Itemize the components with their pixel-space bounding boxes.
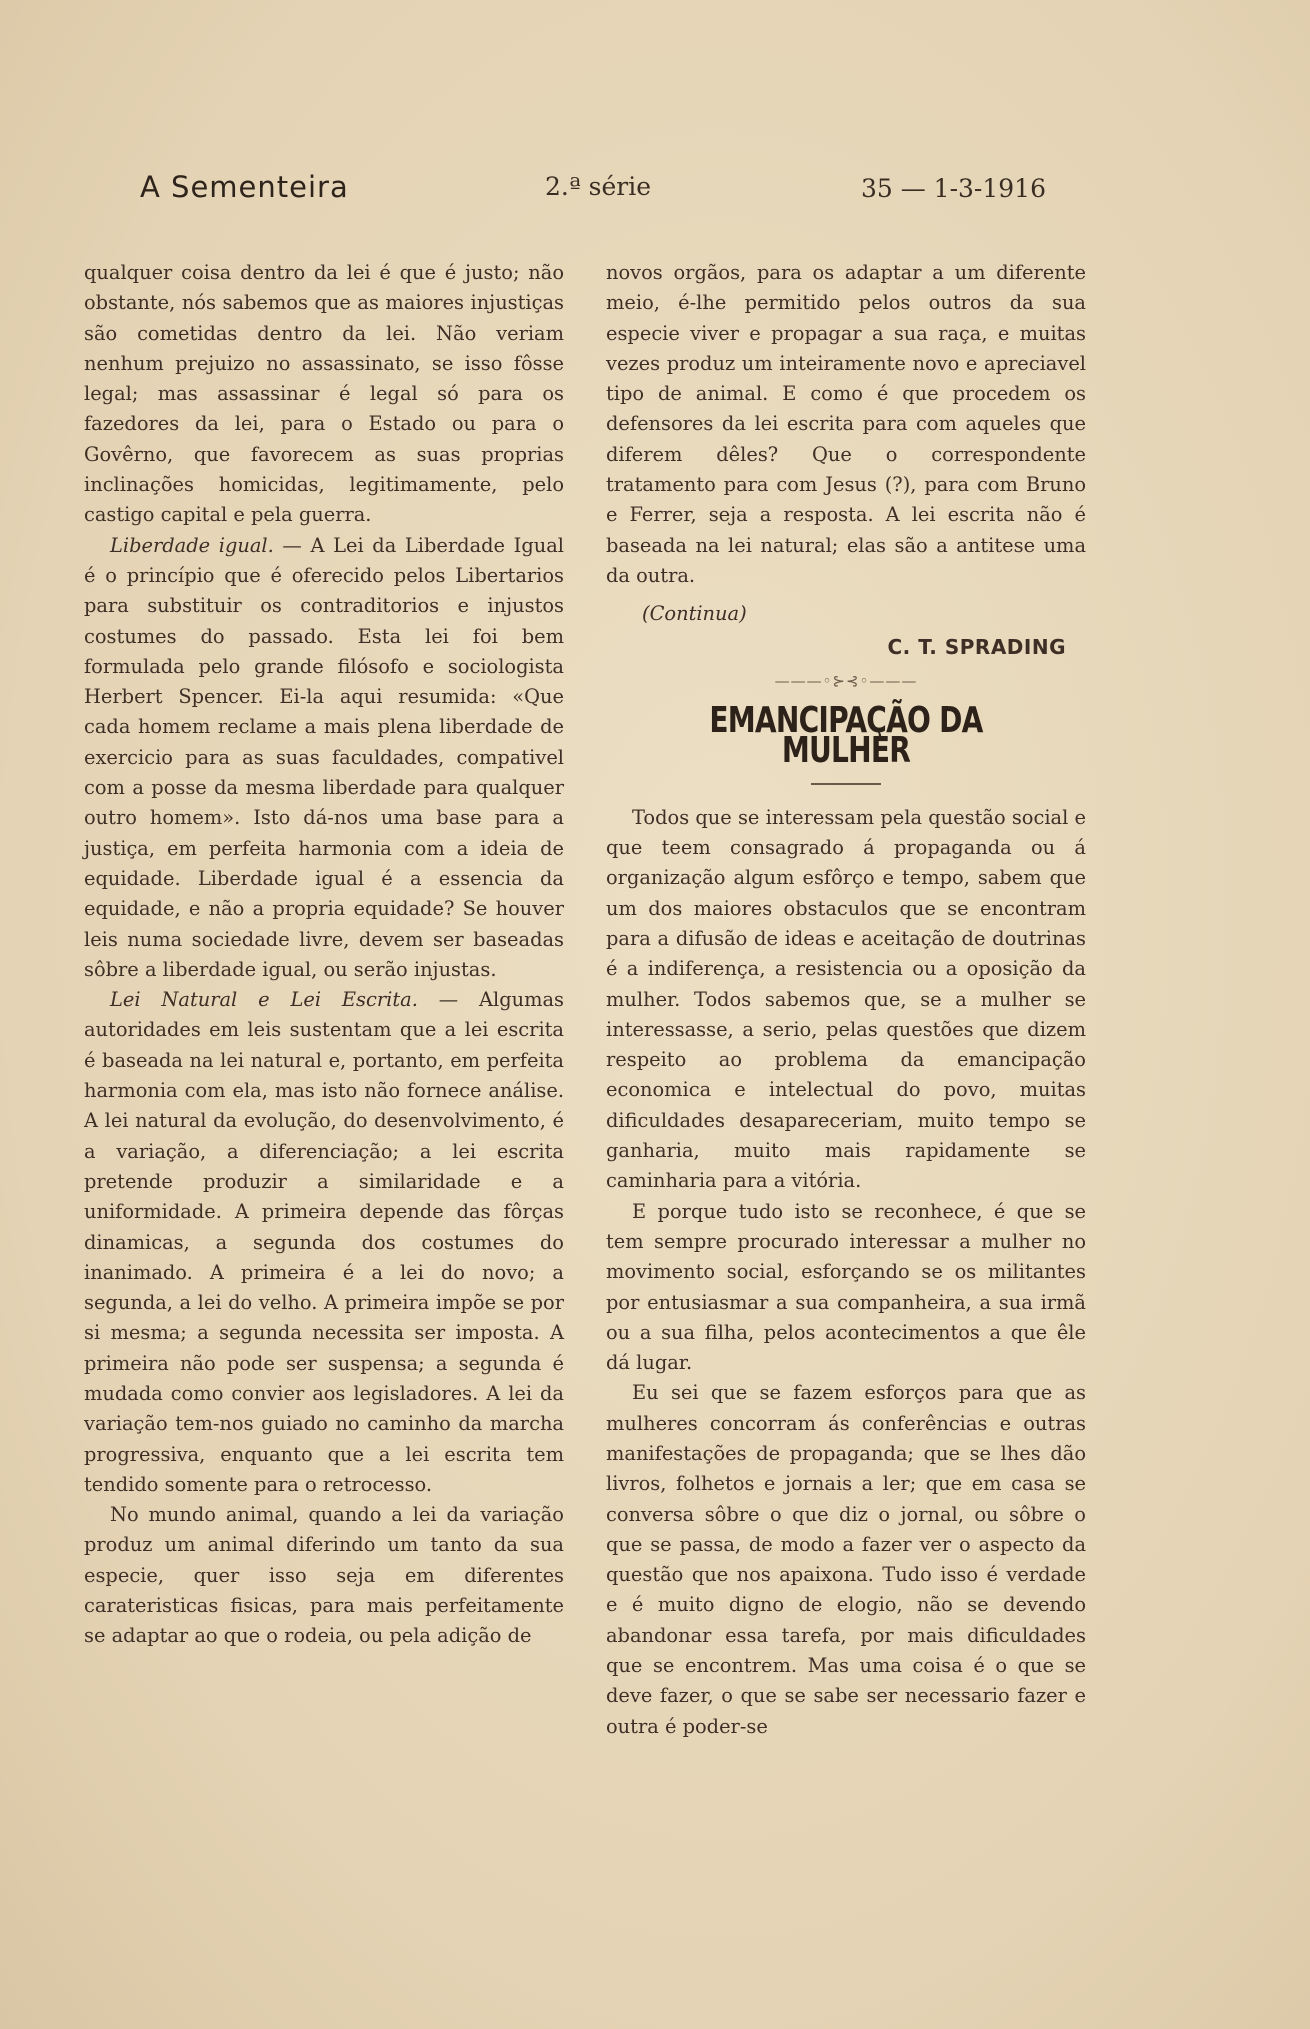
author-signature: C. T. SPRADING	[887, 634, 1066, 659]
paragraph: qualquer coisa dentro da lei é que é justo; não obstante, nós sabemos que as maiores injustiças são cometidas dentro da lei. Não veriam nenhum prejuizo no assassinato, se isso fôsse legal; mas assassinar é legal só para os fazedores da lei, para o Estado ou para o Govêrno, que favorecem as suas proprias inclinações homicidas, legitimamente, pelo castigo capital e pela guerra.	[84, 261, 564, 527]
right-column	[606, 258, 1086, 1742]
paragraph-text: — A Lei da Liberdade Igual é o princípio que é oferecido pelos Libertarios para substituir os contraditorios e injustos costumes do passado. Esta lei foi bem formulada pelo grande filósofo e sociologista Herbert Spencer. Ei-la aqui resumida: «Que cada homem reclame a mais plena liberdade de exercicio para as suas faculdades, compativel com a posse da mesma liberdade para qualquer outro homem». Isto dá-nos uma base para a justiça, em perfeita harmonia com a ideia de equidade. Liberdade igual é a essencia da equidade, e não a propria equidade? Se houver leis numa sociedade livre, devem ser baseadas sôbre a liberdade igual, ou serão injustas.	[84, 533, 564, 981]
ornamental-divider: ———◦⊱⊰◦———	[774, 671, 918, 690]
paragraph: E porque tudo isto se reconhece, é que se tem sempre procurado interessar a mulher no movimento social, esforçando se os militantes por entusiasmar a sua companheira, a sua irmã ou a sua filha, pelos acontecimentos a que êle dá lugar.	[606, 1199, 1086, 1375]
paragraph: No mundo animal, quando a lei da variação produz um animal diferindo um tanto da sua especie, quer isso seja em diferentes carateristicas fisicas, para mais perfeitamente se adaptar ao que o rodeia, ou pela adição de	[84, 1503, 564, 1648]
series-label: 2.ª série	[545, 172, 652, 201]
subheading: Lei Natural e Lei Escrita.	[110, 988, 418, 1012]
left-column	[84, 258, 564, 1652]
section-title: EMANCIPAÇÃO DA MULHER	[709, 700, 983, 772]
paragraph: Todos que se interessam pela questão social e que teem consagrado á propaganda ou á organização algum esfôrço e tempo, sabem que um dos maiores obstaculos que se encontram para a difusão de ideas e aceitação de doutrinas é a indiferença, a resistencia ou a oposição da mulher. Todos sabemos que, se a mulher se interessasse, a serio, pelas questões que dizem respeito ao problema da emancipação economica e intelectual do povo, muitas dificuldades desapareceriam, muito tempo se ganharia, muito mais rapidamente se caminharia para a vitória.	[606, 805, 1086, 1193]
paragraph: novos orgãos, para os adaptar a um diferente meio, é-lhe permitido pelos outros da sua especie viver e propagar a sua raça, e muitas vezes produz um inteiramente novo e apreciavel tipo de animal. E como é que procedem os defensores da lei escrita para com aqueles que diferem dêles? Que o correspondente tratamento para com Jesus (?), para com Bruno e Ferrer, seja a resposta. A lei escrita não é baseada na lei natural; elas são a antitese uma da outra.	[606, 261, 1086, 587]
page-header	[140, 170, 1060, 220]
paragraph-text: — Algumas autoridades em leis sustentam que a lei escrita é baseada na lei natural e, portanto, em perfeita harmonia com ela, mas isto não fornece análise. A lei natural da evolução, do desenvolvimento, é a variação, a diferenciação; a lei escrita pretende produzir a similaridade e a uniformidade. A primeira depende das fôrças dinamicas, a segunda dos costumes do inanimado. A primeira é a lei do novo; a segunda, a lei do velho. A primeira impõe se por si mesma; a segunda necessita ser imposta. A primeira não pode ser suspensa; a segunda é mudada como convier aos legisladores. A lei da variação tem-nos guiado no caminho da marcha progressiva, enquanto que a lei escrita tem tendido somente para o retrocesso.	[84, 988, 564, 1496]
title-rule	[811, 783, 881, 785]
subheading: Liberdade igual.	[110, 533, 274, 557]
continued-note: (Continua)	[642, 602, 747, 626]
paragraph: Eu sei que se fazem esforços para que as mulheres concorram ás conferências e outras manifestações de propaganda; que se lhes dão livros, folhetos e jornais a ler; que em casa se conversa sôbre o que diz o jornal, ou sôbre o que se passa, de modo a fazer ver o aspecto da questão que nos apaixona. Tudo isso é verdade e é muito digno de elogio, não se devendo abandonar essa tarefa, por mais dificuldades que se encontrem. Mas uma coisa é o que se deve fazer, o que se sabe ser necessario fazer e outra é poder-se	[606, 1381, 1086, 1738]
paragraph	[84, 985, 564, 1500]
paragraph	[84, 531, 564, 985]
publication-title: A Sementeira	[140, 170, 349, 204]
issue-number-date: 35 — 1-3-1916	[860, 174, 1046, 203]
